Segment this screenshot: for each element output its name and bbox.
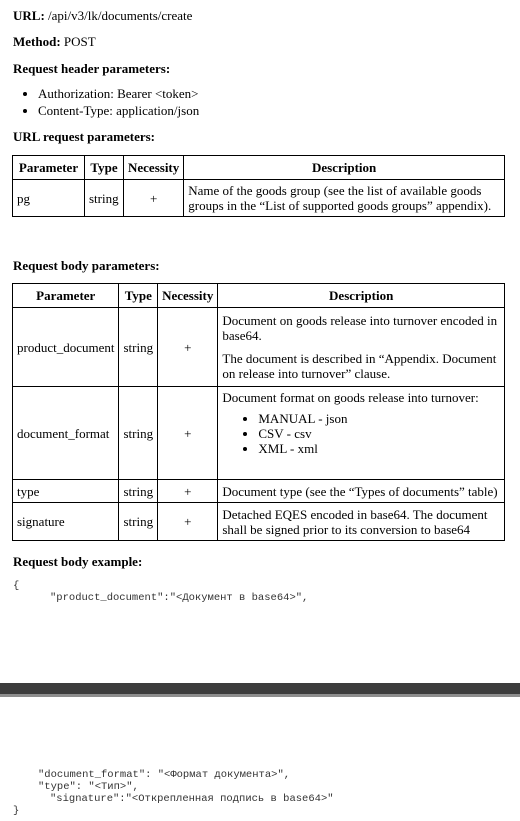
url-line	[13, 8, 192, 23]
desc-para: Document on goods release into turnover encoded in base64.	[222, 313, 498, 343]
table-row	[13, 503, 505, 541]
param-cell: document_format	[13, 387, 119, 480]
code-line: "signature":"<Открепленная подпись в base64>"	[50, 793, 334, 805]
page-break-shadow	[0, 694, 520, 697]
table-header-row	[13, 156, 505, 180]
desc-cell	[218, 308, 505, 387]
list-item: • Authorization: Bearer <token>	[38, 86, 199, 101]
method-label: Method:	[13, 34, 61, 49]
necessity-cell: +	[124, 180, 184, 217]
type-cell: string	[119, 503, 158, 541]
method-line	[13, 34, 96, 49]
col-header: Necessity	[158, 284, 218, 308]
col-header: Type	[119, 284, 158, 308]
code-close-brace: }	[13, 805, 20, 817]
col-header: Necessity	[124, 156, 184, 180]
necessity-cell: +	[158, 308, 218, 387]
body-params-table	[12, 283, 505, 541]
url-label: URL:	[13, 8, 45, 23]
desc-cell	[218, 387, 505, 480]
param-cell: type	[13, 480, 119, 503]
desc-cell: Document type (see the “Types of documents” table)	[218, 480, 505, 503]
col-header: Parameter	[13, 284, 119, 308]
table-header-row	[13, 284, 505, 308]
param-cell: pg	[13, 180, 85, 217]
example-title: Request body example:	[13, 554, 143, 569]
table-row	[13, 308, 505, 387]
url-params-title: URL request parameters:	[13, 129, 156, 144]
code-open-brace: {	[13, 580, 20, 592]
necessity-cell: +	[158, 480, 218, 503]
header-params-list	[22, 86, 199, 120]
page-break	[0, 683, 520, 694]
col-header: Description	[184, 156, 505, 180]
desc-para: Document format on goods release into turnover:	[222, 390, 479, 405]
code-line: "type": "<Тип>",	[38, 781, 139, 793]
col-header: Description	[218, 284, 505, 308]
type-cell: string	[85, 180, 124, 217]
desc-cell: Name of the goods group (see the list of available goods groups in the “List of supported goods groups” appendix).	[184, 180, 505, 217]
table-row	[13, 387, 505, 480]
method-value: POST	[63, 34, 96, 49]
type-cell: string	[119, 308, 158, 387]
desc-para: The document is described in “Appendix. Document on release into turnover” clause.	[222, 351, 497, 381]
type-cell: string	[119, 387, 158, 480]
format-list	[222, 411, 500, 456]
body-params-title: Request body parameters:	[13, 258, 160, 273]
desc-cell: Detached EQES encoded in base64. The document shall be signed prior to its conversion to base64	[218, 503, 505, 541]
necessity-cell: +	[158, 387, 218, 480]
url-value: /api/v3/lk/documents/create	[48, 8, 193, 23]
param-cell: product_document	[13, 308, 119, 387]
type-cell: string	[119, 480, 158, 503]
url-params-table	[12, 155, 505, 217]
code-line: "product_document":"<Документ в base64>",	[50, 592, 309, 604]
table-row	[13, 480, 505, 503]
necessity-cell: +	[158, 503, 218, 541]
list-item: • Content-Type: application/json	[38, 103, 199, 118]
col-header: Parameter	[13, 156, 85, 180]
list-item: • CSV - csv	[258, 426, 500, 441]
list-item: • XML - xml	[258, 441, 500, 456]
code-line: "document_format": "<Формат документа>",	[38, 769, 291, 781]
param-cell: signature	[13, 503, 119, 541]
header-params-title: Request header parameters:	[13, 61, 171, 76]
col-header: Type	[85, 156, 124, 180]
table-row	[13, 180, 505, 217]
list-item: • MANUAL - json	[258, 411, 500, 426]
